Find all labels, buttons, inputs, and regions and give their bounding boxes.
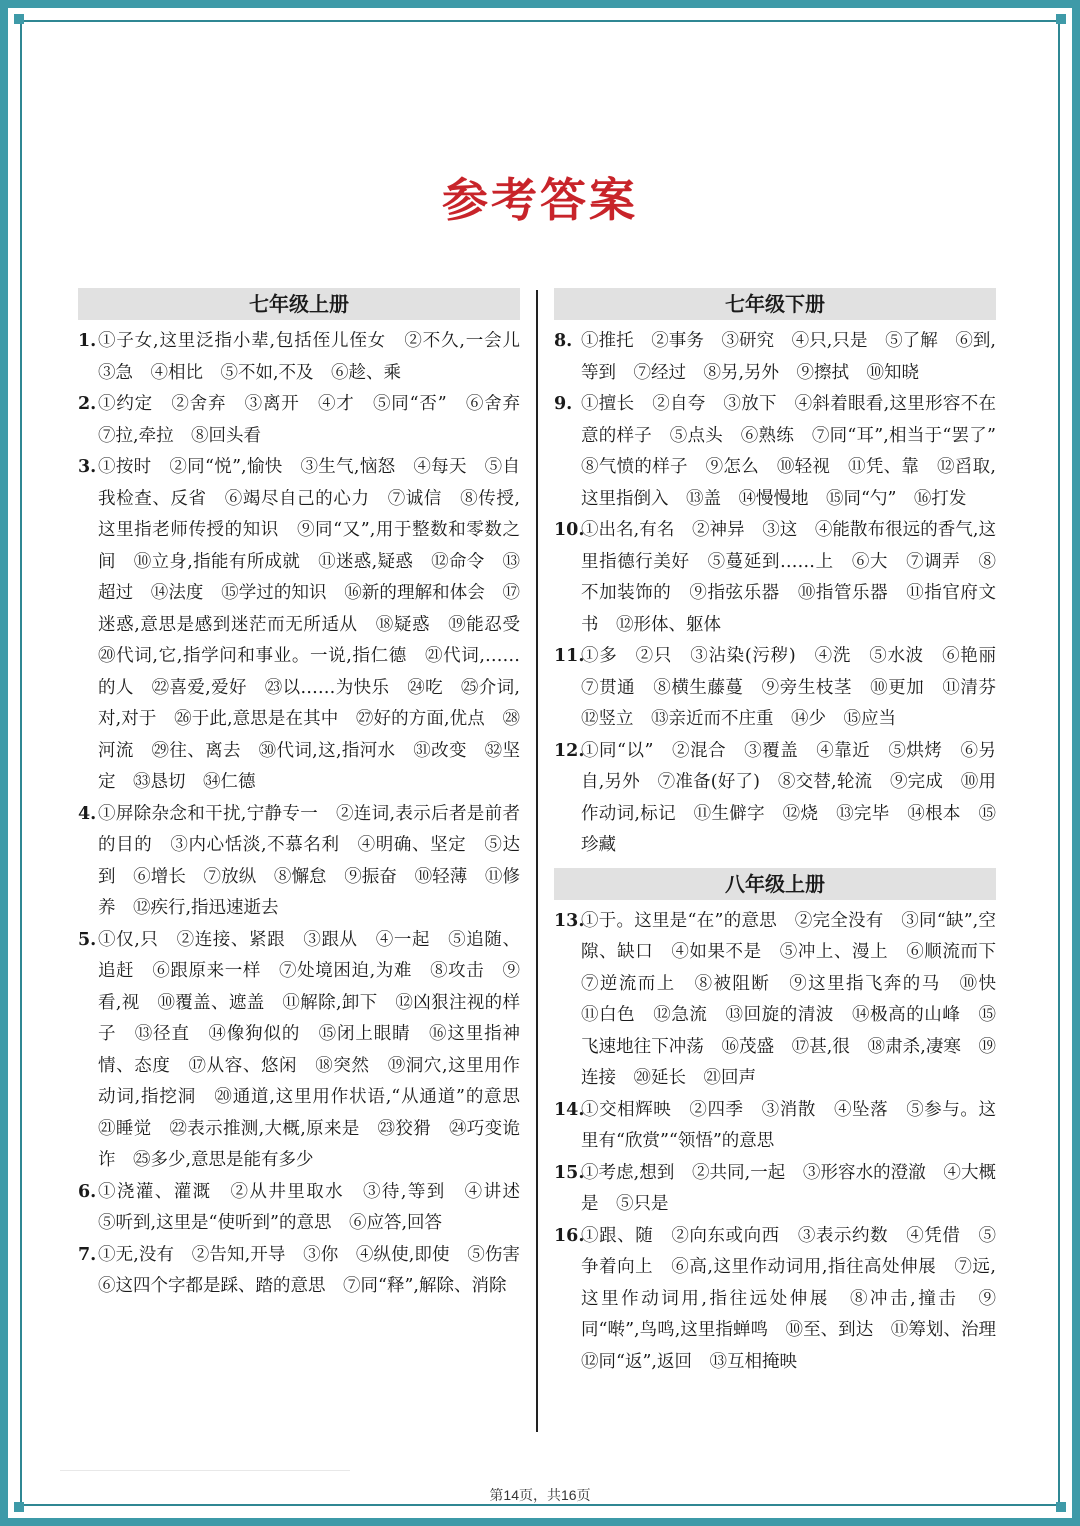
answer-item: [554, 1095, 996, 1158]
left-answer-list: [78, 326, 538, 1303]
right-answer-list-2: [554, 906, 1014, 1379]
answer-number: 7.: [78, 1244, 97, 1265]
page-footer: 第14页，共16页: [489, 1487, 591, 1503]
answer-text: ①同“以” ②混合 ③覆盖 ④靠近 ⑤烘烤 ⑥另自,另外 ⑦准备(好了) ⑧交替,轮流 ⑨完成 ⑩用作动词,标记 ⑪生僻字 ⑫烧 ⑬完毕 ⑭根本 ⑮珍藏: [581, 740, 996, 855]
answer-number: 1.: [78, 331, 97, 351]
answer-number: 4.: [78, 803, 97, 824]
answer-number: 3.: [78, 457, 97, 477]
answer-text: ①无,没有 ②告知,开导 ③你 ④纵使,即使 ⑤伤害 ⑥这四个字都是踩、踏的意思 ⑦同“释”,解除、消除: [98, 1244, 538, 1296]
answer-item: [554, 736, 996, 862]
answer-text: ①跟、随 ②向东或向西 ③表示约数 ④凭借 ⑤争着向上 ⑥高,这里作动词用,指往高处伸展 ⑦远,这里作动词用,指往远处伸展 ⑧冲击,撞击 ⑨同“啭”,鸟鸣,这里指蝉鸣 ⑩至、到达 ⑪筹划、治理 ⑫同“返”,返回 ⑬互相掩映: [581, 1225, 1014, 1372]
corner-ornament: [1056, 14, 1066, 24]
left-column: [78, 288, 538, 1303]
answer-text: ①按时 ②同“悦”,愉快 ③生气,恼怒 ④每天 ⑤自我检查、反省 ⑥竭尽自己的心力 ⑦诚信 ⑧传授,这里指老师传授的知识 ⑨同“又”,用于整数和零数之间 ⑩立身,指能有所成就 ⑪迷惑,疑惑 ⑫命令 ⑬超过 ⑭法度 ⑮学过的知识 ⑯新的理解和体会 ⑰迷惑,意思是感到迷茫而无所适从 ⑱疑惑 ⑲能忍受 ⑳代词,它,指学问和事业。一说,指仁德 ㉑代词,……的人 ㉒喜爱,爱好 ㉓以……为快乐 ㉔吃 ㉕介词,对,对于 ㉖于此,意思是在其中 ㉗好的方面,优点 ㉘河流 ㉙往、离去 ㉚代词,这,指河水 ㉛改变 ㉜坚定 ㉝恳切 ㉞仁德: [98, 457, 538, 792]
answer-item: [78, 452, 538, 799]
answer-text: ①约定 ②舍弃 ③离开 ④才 ⑤同“否” ⑥舍弃 ⑦拉,牵拉 ⑧回头看: [98, 394, 538, 446]
answer-item: [78, 1177, 538, 1240]
answer-number: 10.: [554, 520, 585, 540]
answer-item: [554, 389, 1014, 515]
answer-text: ①多 ②只 ③沾染(污秽) ④洗 ⑤水波 ⑥艳丽 ⑦贯通 ⑧横生藤蔓 ⑨旁生枝茎 ⑩更加 ⑪清芬 ⑫竖立 ⑬亲近而不庄重 ⑭少 ⑮应当: [581, 646, 1014, 729]
answer-text: ①于。这里是“在”的意思 ②完全没有 ③同“缺”,空隙、缺口 ④如果不是 ⑤冲上、漫上 ⑥顺流而下 ⑦逆流而上 ⑧被阻断 ⑨这里指飞奔的马 ⑩快 ⑪白色 ⑫急流 ⑬回旋的清波 ⑭极高的山峰 ⑮飞速地往下冲荡 ⑯茂盛 ⑰甚,很 ⑱肃杀,凄寒 ⑲连接 ⑳延长 ㉑回声: [581, 910, 1014, 1088]
right-answer-list: [554, 326, 1014, 862]
answer-text: ①交相辉映 ②四季 ③消散 ④坠落 ⑤参与。这里有“欣赏”“领悟”的意思: [581, 1099, 996, 1151]
corner-ornament: [14, 14, 24, 24]
section-heading-grade7-vol1: 七年级上册: [78, 288, 520, 320]
answer-number: 5.: [78, 929, 97, 950]
answer-text: ①屏除杂念和干扰,宁静专一 ②连词,表示后者是前者的目的 ③内心恬淡,不慕名利 ④明确、坚定 ⑤达到 ⑥增长 ⑦放纵 ⑧懈怠 ⑨振奋 ⑩轻薄 ⑪修养 ⑫疾行,指迅速逝去: [98, 803, 520, 918]
answer-text: ①浇灌、灌溉 ②从井里取水 ③待,等到 ④讲述 ⑤听到,这里是“使听到”的意思 ⑥应答,回答: [98, 1181, 538, 1233]
answer-number: 12.: [554, 740, 585, 761]
answer-number: 9.: [554, 394, 573, 414]
answer-item: [554, 641, 1014, 736]
divider-line: [60, 1470, 350, 1471]
answer-text: ①推托 ②事务 ③研究 ④只,只是 ⑤了解 ⑥到,等到 ⑦经过 ⑧另,另外 ⑨擦拭 ⑩知晓: [581, 331, 996, 383]
answer-item: [78, 389, 538, 452]
answer-item: [78, 1240, 538, 1303]
answer-text: ①出名,有名 ②神异 ③这 ④能散布很远的香气,这里指德行美好 ⑤蔓延到……上 ⑥大 ⑦调弄 ⑧不加装饰的 ⑨指弦乐器 ⑩指管乐器 ⑪指官府文书 ⑫形体、躯体: [581, 520, 996, 635]
answer-item: [78, 326, 538, 389]
answer-number: 13.: [554, 910, 585, 931]
answer-number: 6.: [78, 1181, 97, 1202]
answer-item: [554, 1221, 1014, 1379]
answer-item: [554, 1158, 996, 1221]
answer-text: ①考虑,想到 ②共同,一起 ③形容水的澄澈 ④大概是 ⑤只是: [581, 1162, 996, 1214]
right-column: [554, 288, 1014, 1378]
answer-number: 8.: [554, 331, 573, 351]
answer-item: [554, 326, 996, 389]
answer-item: [554, 906, 1014, 1095]
answer-number: 16.: [554, 1225, 585, 1246]
answer-item: [78, 925, 538, 1177]
answer-item: [78, 799, 520, 925]
section-heading-grade8-vol1: 八年级上册: [554, 868, 996, 900]
answer-text: ①子女,这里泛指小辈,包括侄儿侄女 ②不久,一会儿 ③急 ④相比 ⑤不如,不及 ⑥趁、乘: [98, 331, 538, 383]
section-heading-grade7-vol2: 七年级下册: [554, 288, 996, 320]
answer-number: 14.: [554, 1099, 585, 1120]
answer-number: 15.: [554, 1162, 585, 1183]
answer-text: ①擅长 ②自夸 ③放下 ④斜着眼看,这里形容不在意的样子 ⑤点头 ⑥熟练 ⑦同“耳”,相当于“罢了” ⑧气愤的样子 ⑨怎么 ⑩轻视 ⑪凭、靠 ⑫舀取,这里指倒入 ⑬盖 ⑭慢慢地 ⑮同“勺” ⑯打发: [581, 394, 1014, 509]
answer-text: ①仅,只 ②连接、紧跟 ③跟从 ④一起 ⑤追随、追赶 ⑥跟原来一样 ⑦处境困迫,为难 ⑧攻击 ⑨看,视 ⑩覆盖、遮盖 ⑪解除,卸下 ⑫凶狠注视的样子 ⑬径直 ⑭像狗似的 ⑮闭上眼睛 ⑯这里指神情、态度 ⑰从容、悠闲 ⑱突然 ⑲洞穴,这里用作动词,指挖洞 ⑳通道,这里用作状语,“从通道”的意思 ㉑睡觉 ㉒表示推测,大概,原来是 ㉓狡猾 ㉔巧变诡诈 ㉕多少,意思是能有多少: [98, 929, 538, 1170]
answer-number: 2.: [78, 394, 97, 414]
page-title: 参考答案: [442, 173, 638, 227]
answer-number: 11.: [554, 646, 585, 666]
answer-item: [554, 515, 996, 641]
